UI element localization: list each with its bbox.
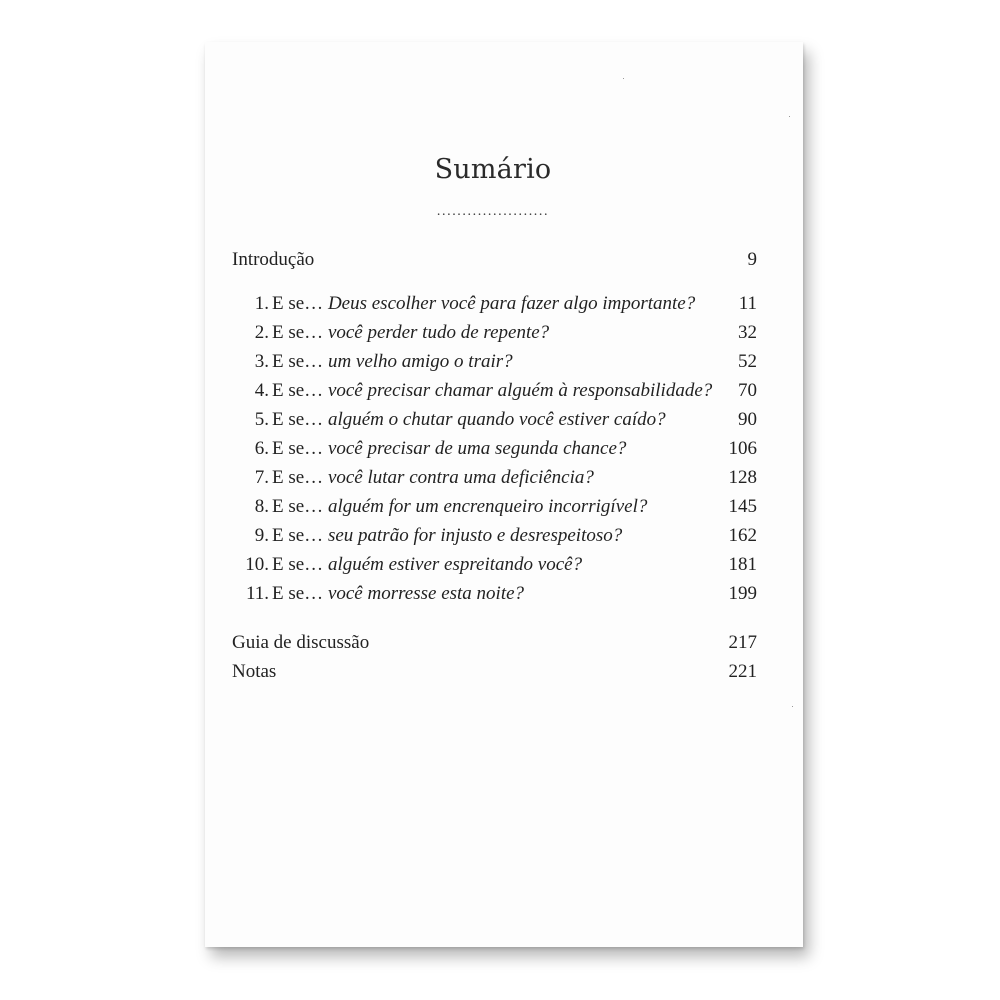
page-title: Sumário: [434, 154, 552, 185]
entry-label: Notas: [232, 661, 277, 682]
toc-entry-notes: [232, 659, 757, 685]
chapter-page-number: 32: [738, 322, 757, 343]
chapter-prefix: E se…: [272, 525, 324, 546]
chapter-number: 3.: [254, 351, 269, 372]
chapter-title: alguém estiver espreitando você?: [327, 554, 583, 575]
toc-chapter-5: [232, 407, 757, 433]
toc-chapter-9: [232, 523, 757, 549]
toc-chapter-2: [232, 320, 757, 346]
chapter-title: um velho amigo o trair?: [327, 351, 513, 372]
toc-chapter-7: [232, 465, 757, 491]
chapter-title: alguém o chutar quando você estiver caído?: [327, 409, 666, 430]
chapter-prefix: E se…: [272, 351, 324, 372]
chapter-number: 11.: [245, 583, 269, 604]
entry-label: Guia de discussão: [232, 632, 370, 653]
chapter-title: você precisar chamar alguém à responsabilidade?: [327, 380, 713, 401]
chapter-prefix: E se…: [272, 583, 324, 604]
chapter-number: 7.: [254, 467, 269, 488]
toc-chapter-4: [232, 378, 757, 404]
toc-chapter-3: [232, 349, 757, 375]
chapter-number: 5.: [254, 409, 269, 430]
entry-page-number: 221: [728, 661, 757, 682]
chapter-title: Deus escolher você para fazer algo importante?: [327, 293, 696, 314]
toc-chapter-10: [232, 552, 757, 578]
chapter-title: você precisar de uma segunda chance?: [327, 438, 627, 459]
chapter-prefix: E se…: [272, 467, 324, 488]
toc-chapter-8: [232, 494, 757, 520]
chapter-number: 9.: [254, 525, 269, 546]
chapter-page-number: 90: [738, 409, 757, 430]
toc-chapter-6: [232, 436, 757, 462]
chapter-page-number: 70: [738, 380, 757, 401]
chapter-number: 2.: [254, 322, 269, 343]
toc-entry-introduction: [232, 247, 757, 273]
chapter-number: 1.: [254, 293, 269, 314]
toc-entry-discussion-guide: [232, 630, 757, 656]
chapter-title: você lutar contra uma deficiência?: [327, 467, 594, 488]
paper-speck: [792, 706, 793, 707]
chapter-prefix: E se…: [272, 438, 324, 459]
title-ornament: ......................: [436, 204, 550, 219]
chapter-number: 6.: [254, 438, 269, 459]
chapter-page-number: 11: [738, 293, 757, 314]
chapter-page-number: 199: [728, 583, 757, 604]
chapter-number: 10.: [245, 554, 269, 575]
paper-speck: [623, 78, 624, 79]
chapter-page-number: 52: [738, 351, 757, 372]
chapter-title: você morresse esta noite?: [327, 583, 525, 604]
chapter-page-number: 181: [728, 554, 757, 575]
entry-page-number: 9: [747, 249, 757, 270]
chapter-number: 4.: [254, 380, 269, 401]
paper-speck: [789, 116, 790, 117]
chapter-number: 8.: [254, 496, 269, 517]
chapter-page-number: 162: [728, 525, 757, 546]
chapter-title: alguém for um encrenqueiro incorrigível?: [327, 496, 648, 517]
chapter-page-number: 106: [728, 438, 757, 459]
chapter-prefix: E se…: [272, 293, 324, 314]
chapter-prefix: E se…: [272, 554, 324, 575]
chapter-prefix: E se…: [272, 380, 324, 401]
toc-chapter-1: [232, 291, 757, 317]
chapter-page-number: 145: [728, 496, 757, 517]
book-page: [205, 42, 803, 947]
chapter-page-number: 128: [728, 467, 757, 488]
chapter-prefix: E se…: [272, 322, 324, 343]
chapter-prefix: E se…: [272, 409, 324, 430]
chapter-title: seu patrão for injusto e desrespeitoso?: [327, 525, 623, 546]
entry-page-number: 217: [728, 632, 757, 653]
chapter-prefix: E se…: [272, 496, 324, 517]
toc-chapter-11: [232, 581, 757, 607]
chapter-title: você perder tudo de repente?: [327, 322, 550, 343]
entry-label: Introdução: [232, 249, 315, 270]
